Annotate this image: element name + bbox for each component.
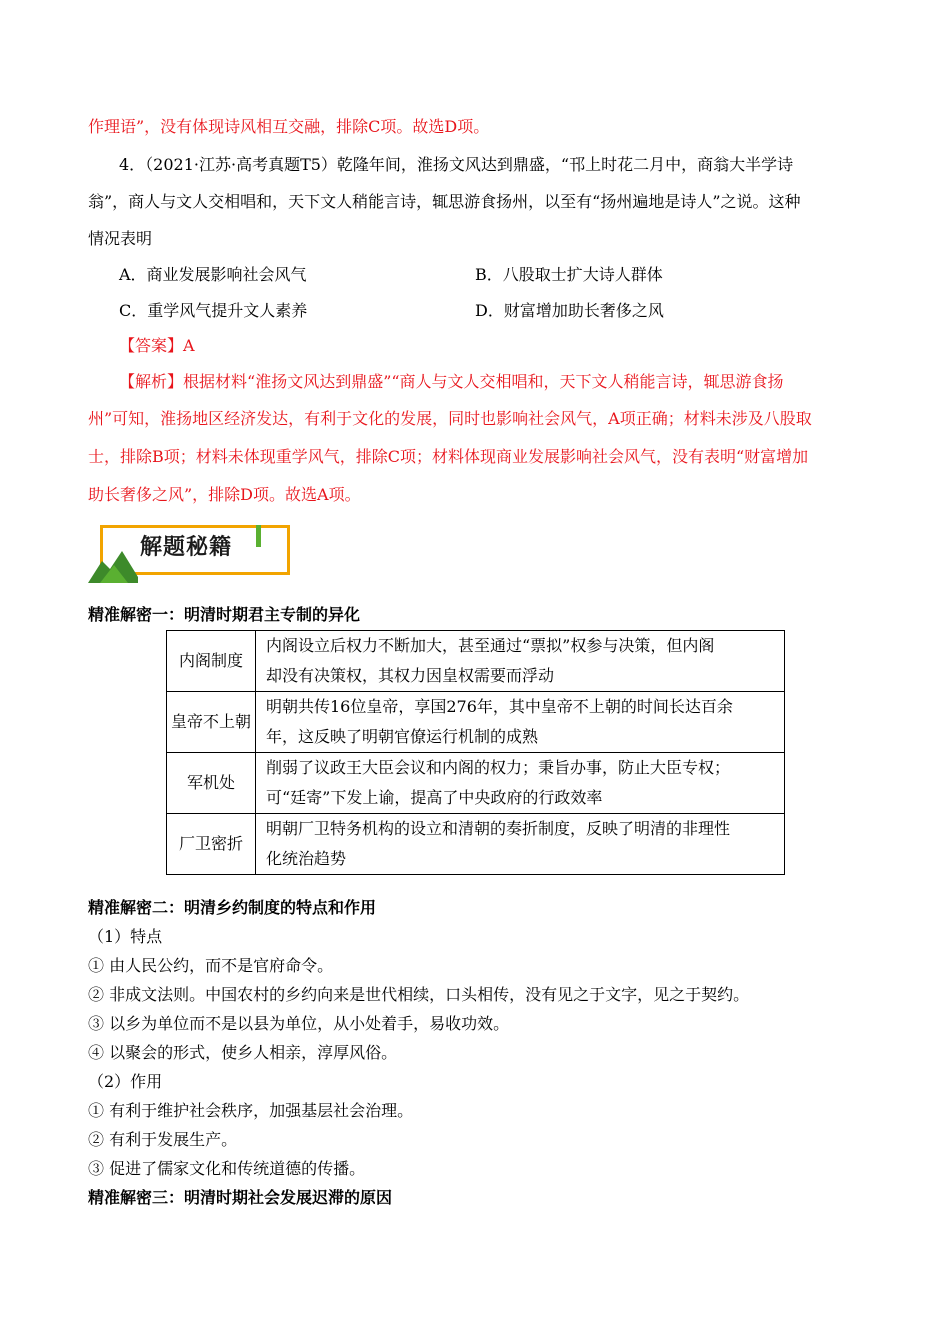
- section-2-heading: 精准解密二：明清乡约制度的特点和作用: [88, 898, 377, 917]
- table-row: [167, 692, 785, 753]
- monarchy-table: [166, 630, 785, 875]
- list-item: ② 非成文法则。中国农村的乡约向来是世代相续，口头相传，没有见之于文字，见之于契约。: [88, 985, 750, 1004]
- table-row: [167, 753, 785, 814]
- answer-line: [119, 336, 195, 356]
- option-c: C．重学风气提升文人素养: [119, 301, 308, 320]
- previous-analysis-tail: 作理语”，没有体现诗风相互交融，排除C项。故选D项。: [88, 117, 490, 136]
- option-b: B．八股取士扩大诗人群体: [475, 265, 663, 284]
- question-stem-line-2: 翁”，商人与文人交相唱和，天下文人稍能言诗，辄思游食扬州，以至有“扬州遍地是诗人”之说。这种: [88, 192, 801, 211]
- row-value: 削弱了议政王大臣会议和内阁的权力；秉旨办事，防止大臣专权； 可“廷寄”下发上谕，提高了中央政府的行政效率: [256, 753, 785, 814]
- row-key: 军机处: [167, 753, 256, 814]
- analysis-line-3: 士，排除B项；材料未体现重学风气，排除C项；材料体现商业发展影响社会风气，没有表明“财富增加: [88, 447, 809, 466]
- analysis-label: 【解析】: [119, 372, 184, 391]
- row-key: 内阁制度: [167, 631, 256, 692]
- analysis-line-2: 州”可知，淮扬地区经济发达，有利于文化的发展，同时也影响社会风气，A项正确；材料未涉及八股取: [88, 409, 812, 428]
- list-item: ① 由人民公约，而不是官府命令。: [88, 956, 334, 975]
- row-value: 明朝厂卫特务机构的设立和清朝的奏折制度，反映了明清的非理性 化统治趋势: [256, 814, 785, 875]
- list-item: ② 有利于发展生产。: [88, 1130, 238, 1149]
- list-item: ③ 以乡为单位而不是以县为单位，从小处着手，易收功效。: [88, 1014, 510, 1033]
- answer-label: 【答案】: [119, 336, 184, 355]
- row-key: 皇帝不上朝: [167, 692, 256, 753]
- list-item: ① 有利于维护社会秩序，加强基层社会治理。: [88, 1101, 414, 1120]
- question-stem-line-3: 情况表明: [88, 229, 153, 248]
- table-row: [167, 814, 785, 875]
- table-row: [167, 631, 785, 692]
- features-subheading: （1）特点: [88, 927, 163, 946]
- analysis-line-4: 助长奢侈之风”，排除D项。故选A项。: [88, 485, 361, 504]
- question-stem-line-1: 4．（2021·江苏·高考真题T5）乾隆年间，淮扬文风达到鼎盛，“邗上时花二月中，商翁大半学诗: [119, 155, 794, 174]
- row-value: 内阁设立后权力不断加大，甚至通过“票拟”权参与决策，但内阁 却没有决策权，其权力因皇权需要而浮动: [256, 631, 785, 692]
- list-item: ③ 促进了儒家文化和传统道德的传播。: [88, 1159, 366, 1178]
- solving-tips-banner: [88, 521, 294, 579]
- row-key: 厂卫密折: [167, 814, 256, 875]
- option-a: A．商业发展影响社会风气: [119, 265, 307, 284]
- analysis-line-1: 【解析】根据材料“淮扬文风达到鼎盛”“商人与文人交相唱和，天下文人稍能言诗，辄思游食扬: [119, 372, 784, 391]
- banner-accent-bar: [256, 525, 261, 547]
- section-3-heading: 精准解密三：明清时期社会发展迟滞的原因: [88, 1188, 393, 1207]
- answer-value: A: [183, 336, 195, 355]
- list-item: ④ 以聚会的形式，使乡人相亲，淳厚风俗。: [88, 1043, 398, 1062]
- option-d: D．财富增加助长奢侈之风: [475, 301, 664, 320]
- row-value: 明朝共传16位皇帝，享国276年，其中皇帝不上朝的时间长达百余 年，这反映了明朝官僚运行机制的成熟: [256, 692, 785, 753]
- effects-subheading: （2）作用: [88, 1072, 163, 1091]
- banner-title: 解题秘籍: [140, 535, 233, 560]
- section-1-heading: 精准解密一：明清时期君主专制的异化: [88, 605, 361, 624]
